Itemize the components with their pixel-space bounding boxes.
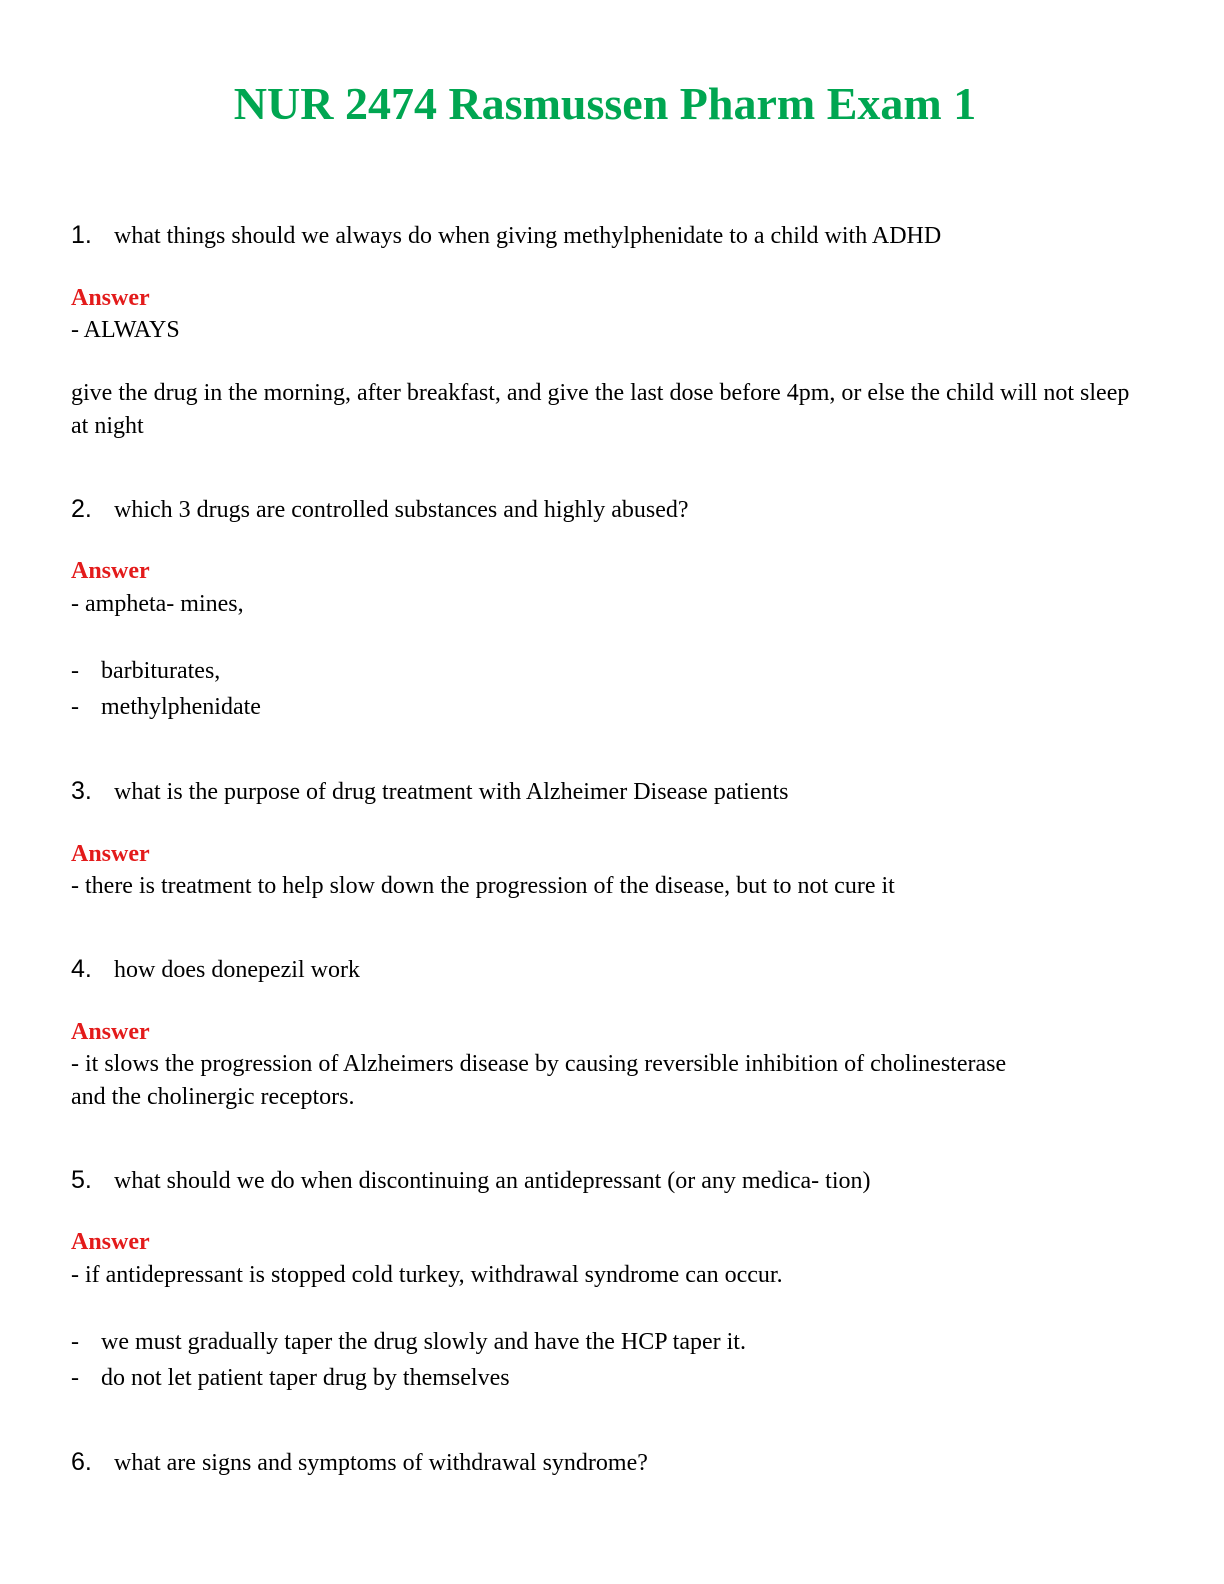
answer-paragraph: - it slows the progression of Alzheimers disease by causing reversible inhibition of cholinesterase and the cholinergic receptors.	[71, 1051, 1007, 1110]
answer-text: - ampheta- mines,	[71, 591, 244, 617]
question-text: what should we do when discontinuing an antidepressant (or any medica- tion)	[114, 1168, 871, 1194]
answer-text: - there is treatment to help slow down the progression of the disease, but to not cure it	[71, 873, 895, 899]
question-text: which 3 drugs are controlled substances and highly abused?	[114, 497, 689, 523]
question-1	[71, 220, 941, 251]
answer-label: Answer	[71, 1019, 150, 1045]
question-5	[71, 1165, 870, 1196]
answer-label: Answer	[71, 1229, 150, 1255]
bullet-text: methylphenidate	[101, 694, 261, 720]
question-6	[71, 1447, 648, 1478]
bullet-dash: -	[71, 1365, 79, 1391]
question-text: what is the purpose of drug treatment with Alzheimer Disease patients	[114, 779, 789, 805]
answer-bullet	[71, 655, 220, 687]
answer-text: - ALWAYS	[71, 317, 180, 343]
answer-label: Answer	[71, 841, 150, 867]
bullet-text: we must gradually taper the drug slowly and have the HCP taper it.	[101, 1329, 746, 1355]
question-number: 2.	[71, 495, 92, 523]
answer-label: Answer	[71, 285, 150, 311]
question-text: what are signs and symptoms of withdrawal syndrome?	[114, 1450, 648, 1476]
answer-paragraph: give the drug in the morning, after breakfast, and give the last dose before 4pm, or else the child will not sleep at night	[71, 380, 1130, 439]
question-number: 5.	[71, 1166, 92, 1194]
question-3	[71, 776, 788, 807]
bullet-text: barbiturates,	[101, 658, 221, 684]
bullet-dash: -	[71, 658, 79, 684]
question-text: how does donepezil work	[114, 957, 360, 983]
page-title: NUR 2474 Rasmussen Pharm Exam 1	[233, 78, 977, 129]
answer-text: - if antidepressant is stopped cold turkey, withdrawal syndrome can occur.	[71, 1262, 783, 1288]
question-number: 6.	[71, 1448, 92, 1476]
question-text: what things should we always do when giving methylphenidate to a child with ADHD	[114, 223, 942, 249]
bullet-dash: -	[71, 694, 79, 720]
bullet-dash: -	[71, 1329, 79, 1355]
question-number: 1.	[71, 221, 92, 249]
question-number: 4.	[71, 955, 92, 983]
answer-bullet	[71, 1326, 746, 1358]
answer-label: Answer	[71, 558, 150, 584]
answer-bullet	[71, 691, 261, 723]
bullet-text: do not let patient taper drug by themselves	[101, 1365, 510, 1391]
question-2	[71, 494, 689, 525]
question-number: 3.	[71, 777, 92, 805]
question-4	[71, 954, 360, 985]
answer-bullet	[71, 1362, 510, 1394]
